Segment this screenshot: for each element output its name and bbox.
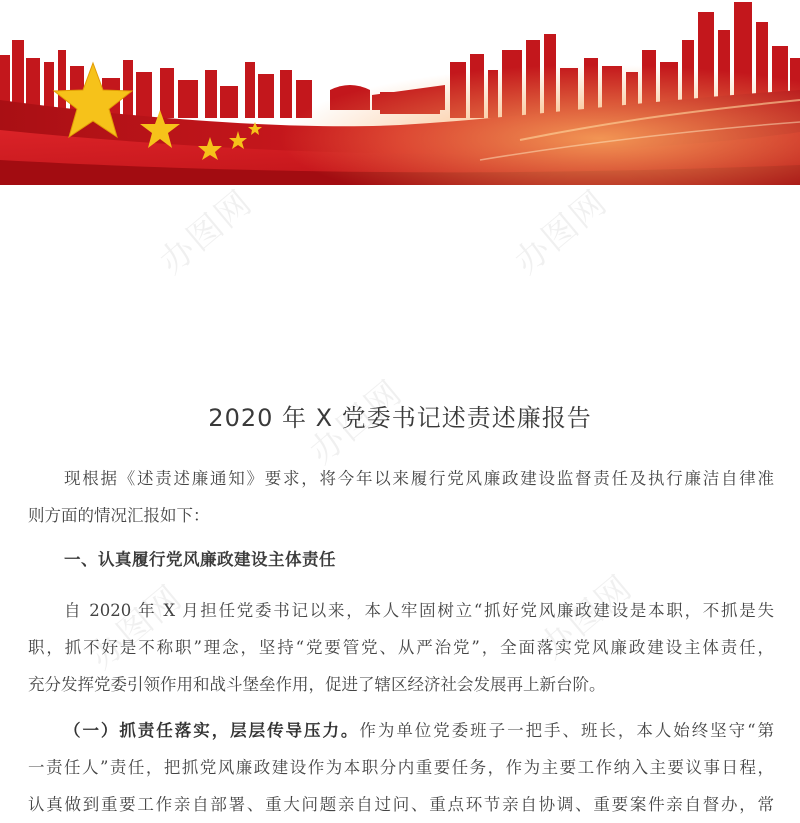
paragraph-line: 充分发挥党委引领作用和战斗堡垒作用，促进了辖区经济社会发展再上新台阶。 bbox=[28, 675, 606, 694]
subsection-paragraph bbox=[28, 712, 774, 823]
watermark: 办图网 bbox=[507, 182, 616, 283]
watermark: 办图网 bbox=[532, 567, 641, 668]
paragraph-line: 现根据《述责述廉通知》要求，将今年以来履行党风廉政建设监督责任及执行廉洁自律准 bbox=[64, 469, 774, 488]
watermark: 办图网 bbox=[82, 577, 191, 678]
paragraph-line: 职，抓不好是不称职”理念，坚持“党要管党、从严治党”，全面落实党风廉政建设主体责任， bbox=[28, 638, 774, 657]
document-title: 2020 年 X 党委书记述责述廉报告 bbox=[208, 404, 592, 432]
skyline-illustration bbox=[0, 0, 800, 185]
paragraph-line: 则方面的情况汇报如下： bbox=[28, 506, 210, 525]
watermark: 办图网 bbox=[302, 372, 411, 473]
paragraph-line bbox=[28, 712, 774, 749]
header-banner bbox=[0, 0, 800, 185]
paragraph-line: 认真做到重要工作亲自部署、重大问题亲自过问、重点环节亲自协调、重要案件亲自督办，常 bbox=[28, 795, 774, 814]
paragraph-text: 作为单位党委班子一把手、班长，本人始终坚守“第 bbox=[359, 721, 775, 740]
subsection-heading: （一）抓责任落实，层层传导压力。 bbox=[64, 721, 360, 740]
section-heading: 一、认真履行党风廉政建设主体责任 bbox=[64, 550, 336, 569]
paragraph-line: 自 2020 年 X 月担任党委书记以来，本人牢固树立“抓好党风廉政建设是本职，不抓是失 bbox=[64, 601, 774, 620]
section-paragraph bbox=[28, 592, 774, 703]
paragraph-line: 一责任人”责任，把抓党风廉政建设作为本职分内重要任务，作为主要工作纳入主要议事日程， bbox=[28, 758, 774, 777]
watermark: 办图网 bbox=[152, 182, 261, 283]
intro-paragraph bbox=[28, 460, 774, 534]
